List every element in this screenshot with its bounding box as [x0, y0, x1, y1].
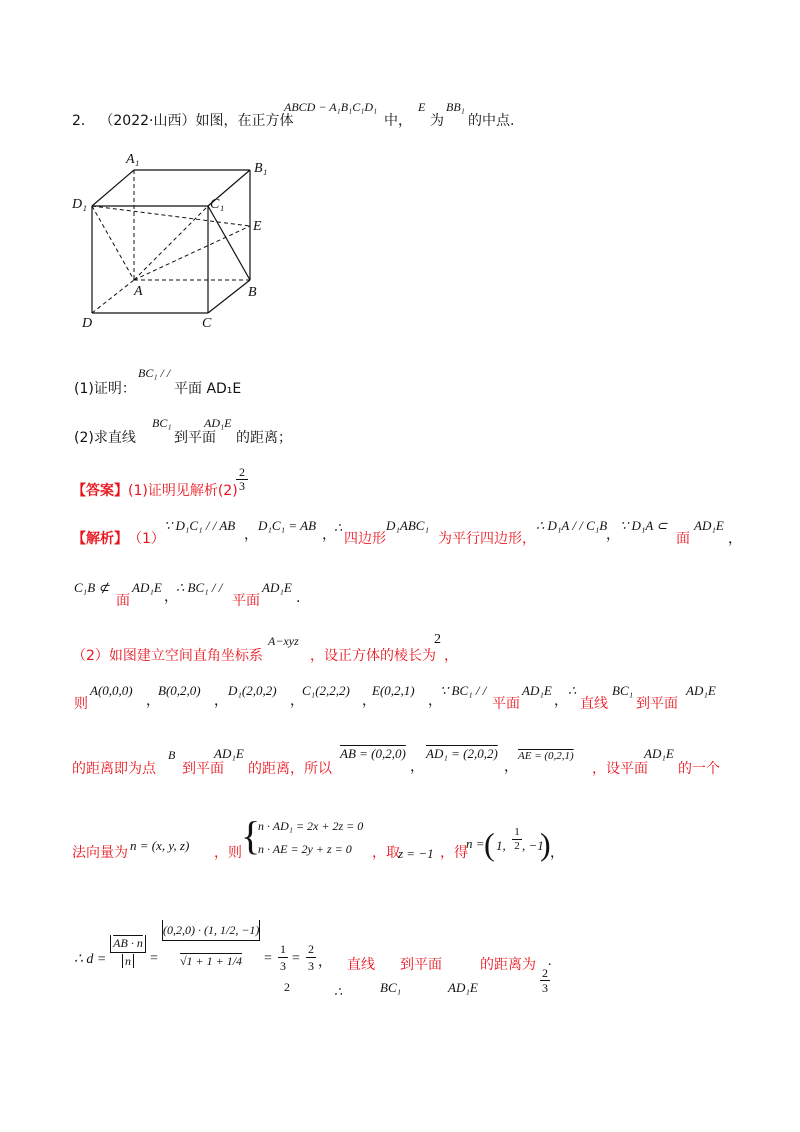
comma: ，: [164, 589, 178, 605]
comma: ，: [554, 693, 568, 709]
edge-da: [92, 280, 134, 313]
problem-stem: [72, 110, 293, 130]
q2-mid: 到平面: [174, 430, 216, 446]
l6-n: n = (x, y, z): [130, 838, 190, 853]
segment-d1a: [92, 206, 134, 280]
comma: ，: [444, 648, 458, 664]
stem-text-b: 中，: [384, 113, 412, 129]
eq-sign-2: =: [264, 951, 272, 966]
l2-a: C₁B ⊄: [74, 580, 110, 595]
l1-e: D₁ABC₁: [386, 518, 429, 533]
l1-plane: 面: [676, 531, 690, 547]
l1-c: ∴: [334, 520, 343, 535]
l4-b: 平面: [492, 696, 520, 712]
l5-e: 的距离，所以: [248, 761, 332, 777]
answer-frac-den: 3: [236, 479, 248, 493]
problem-number: 2．: [72, 113, 95, 129]
l1-d: 四边形: [344, 531, 386, 547]
l4-ze: 则: [74, 696, 88, 712]
cube-name: ABCD − A₁B₁C₁D₁: [284, 100, 378, 114]
l2-b: AD₁E: [132, 580, 162, 595]
p2-sys: A−xyz: [268, 634, 299, 648]
point-d1: D₁(2,0,2): [228, 683, 277, 698]
segment-c1b: [208, 206, 250, 280]
d-frac3-den: 3: [280, 959, 286, 973]
comma: ，: [318, 954, 332, 970]
final-dot: .: [548, 954, 552, 969]
l5-b: B: [168, 748, 176, 762]
p2-len: 2: [434, 632, 441, 647]
label-b: B: [248, 285, 257, 300]
p2-b: ，设正方体的棱长为: [310, 648, 436, 664]
d-lhs: ∴ d =: [74, 952, 107, 967]
p2-a: （2）如图建立空间直角坐标系: [72, 648, 263, 664]
l4-a: ∵ BC₁ / /: [440, 683, 487, 698]
q2-prefix: (2)求直线: [74, 430, 136, 446]
l6-res-a: n =: [466, 836, 485, 851]
label-c: C: [202, 316, 212, 331]
d-frac4-den: 3: [308, 959, 314, 973]
stem-text-c: 为: [430, 113, 444, 129]
label-d1: D₁: [72, 197, 87, 212]
final-frac-num: 2: [542, 966, 548, 980]
l2-d: 平面: [232, 593, 260, 609]
d-frac3-num: 1: [280, 942, 286, 956]
final-c: 的距离为: [480, 957, 536, 973]
d-frac2: (0,2,0) · (1, 1/2, −1) √1 + 1 + 1/4: [162, 920, 260, 971]
l4-c: AD₁E: [522, 683, 552, 698]
final-bc1: BC₁: [380, 980, 402, 995]
l6-res-b: 1,: [496, 838, 506, 853]
l6-b: ，则: [214, 845, 242, 861]
l5-a: 的距离即为点: [72, 761, 156, 777]
l6-z: z = −1: [398, 846, 434, 861]
l6-a: 法向量为: [72, 845, 128, 861]
comma: ，: [322, 527, 336, 543]
comma: ，: [728, 531, 742, 547]
q2-suffix: 的距离；: [236, 430, 292, 446]
d-frac2-num: (0,2,0) · (1, 1/2, −1): [162, 920, 260, 940]
comma: ，: [504, 759, 518, 775]
d-frac4-num: 2: [308, 942, 314, 956]
answer-fraction: [236, 466, 248, 493]
comma: ，: [146, 693, 160, 709]
half-den: 2: [512, 839, 522, 853]
cube-figure: [68, 150, 278, 335]
l6-res-c: , −1: [522, 838, 544, 853]
l6-d: ，得: [440, 845, 468, 861]
label-a: A: [134, 284, 143, 299]
comma: ，: [214, 693, 228, 709]
comma: ，: [428, 693, 442, 709]
comma: ，: [362, 693, 376, 709]
d-frac2-den: 1 + 1 + 1/4: [186, 954, 243, 968]
answer-text: (1)证明见解析(2): [128, 483, 238, 499]
brace: {: [241, 813, 261, 858]
l5-h: 的一个: [678, 761, 720, 777]
answer-frac-num: 2: [239, 465, 245, 479]
q1-plane: 平面 AD₁E: [174, 381, 242, 397]
l1-f: 为平行四边形，: [438, 531, 536, 547]
edge-d1a1: [92, 170, 134, 206]
q2-line: BC₁: [152, 416, 172, 430]
analysis-part1: （1）: [128, 531, 165, 547]
system-eq1: n · AD₁ = 2x + 2z = 0: [258, 819, 364, 833]
l1-b: D₁C₁ = AB: [258, 518, 317, 533]
comma: ，: [244, 527, 258, 543]
vec-ad1: AD₁ = (2,0,2): [426, 746, 498, 761]
point-c1: C₁(2,2,2): [302, 683, 350, 698]
system-eq2: n · AE = 2y + z = 0: [258, 842, 352, 856]
label-b1: B₁: [254, 161, 268, 176]
point-b: B(0,2,0): [158, 683, 201, 698]
l4-h: AD₁E: [686, 683, 716, 698]
d-frac1-den: n: [122, 954, 134, 968]
l6-c: ，取: [372, 845, 400, 861]
l2-c: ∴ BC₁ / /: [176, 580, 223, 595]
l5-c: 到平面: [182, 761, 224, 777]
d-frac1: [110, 935, 146, 970]
vec-ae: AE = (0,2,1): [518, 750, 574, 762]
comma: ，: [410, 759, 424, 775]
d-extra: 2: [284, 980, 290, 994]
answer-tag: 【答案】: [72, 483, 128, 499]
half-fraction: [512, 826, 522, 853]
segment-bb1: BB₁: [446, 100, 465, 114]
d-frac4: [306, 941, 316, 974]
l1-g: ∴ D₁A / / C₁B: [536, 518, 608, 533]
l2-plane: 面: [116, 593, 130, 609]
l1-i: AD₁E: [694, 518, 724, 533]
point-a: A(0,0,0): [90, 683, 133, 698]
stem-text: 如图，在正方体: [195, 113, 294, 129]
point-e: E(0,2,1): [372, 683, 415, 698]
vec-ab: AB = (0,2,0): [340, 746, 406, 761]
final-b: 到平面: [400, 957, 442, 973]
l5-g: AD₁E: [644, 746, 674, 761]
segment-d1e: [92, 206, 250, 226]
l1-a: ∵ D₁C₁ / / AB: [164, 518, 236, 533]
paren-left: (: [484, 826, 495, 862]
eq-sign-1: =: [150, 951, 158, 966]
final-therefore: ∴: [334, 984, 343, 999]
final-a: 直线: [347, 957, 375, 973]
l2-e: AD₁E: [262, 580, 292, 595]
l4-d: ∴: [568, 683, 577, 698]
label-d: D: [82, 316, 93, 331]
label-c1: C₁: [210, 197, 225, 212]
comma: ，: [290, 693, 304, 709]
analysis-tag: 【解析】: [72, 531, 128, 547]
stem-text-d: 的中点.: [468, 113, 515, 129]
label-e: E: [253, 219, 262, 234]
half-num: 1: [514, 826, 520, 838]
segment-ac1: [134, 206, 208, 280]
problem-source: （2022·山西）: [99, 113, 196, 129]
comma: ，: [606, 527, 620, 543]
q2-plane: AD₁E: [204, 416, 232, 430]
q1-expr: BC₁ / /: [138, 366, 171, 380]
final-frac: [540, 966, 550, 995]
l5-f: ，设平面: [592, 761, 648, 777]
d-frac3: [278, 941, 288, 974]
paren-right: ): [540, 826, 551, 862]
l5-d: AD₁E: [214, 746, 244, 761]
final-frac-den: 3: [542, 981, 548, 995]
l4-e: 直线: [580, 696, 608, 712]
q1-prefix: (1)证明：: [74, 381, 136, 397]
period: .: [296, 590, 301, 606]
final-plane: AD₁E: [448, 980, 478, 995]
l4-g: 到平面: [636, 696, 678, 712]
eq-sign-3: =: [292, 951, 300, 966]
comma: ，: [550, 845, 564, 861]
l1-h: ∵ D₁A ⊂: [620, 518, 668, 533]
d-frac1-num: AB · n: [110, 935, 146, 952]
point-e: E: [418, 100, 426, 114]
label-a1: A₁: [126, 152, 140, 167]
l4-f: BC₁: [612, 683, 634, 698]
segment-ae: [134, 226, 250, 280]
edge-cb: [208, 280, 250, 313]
